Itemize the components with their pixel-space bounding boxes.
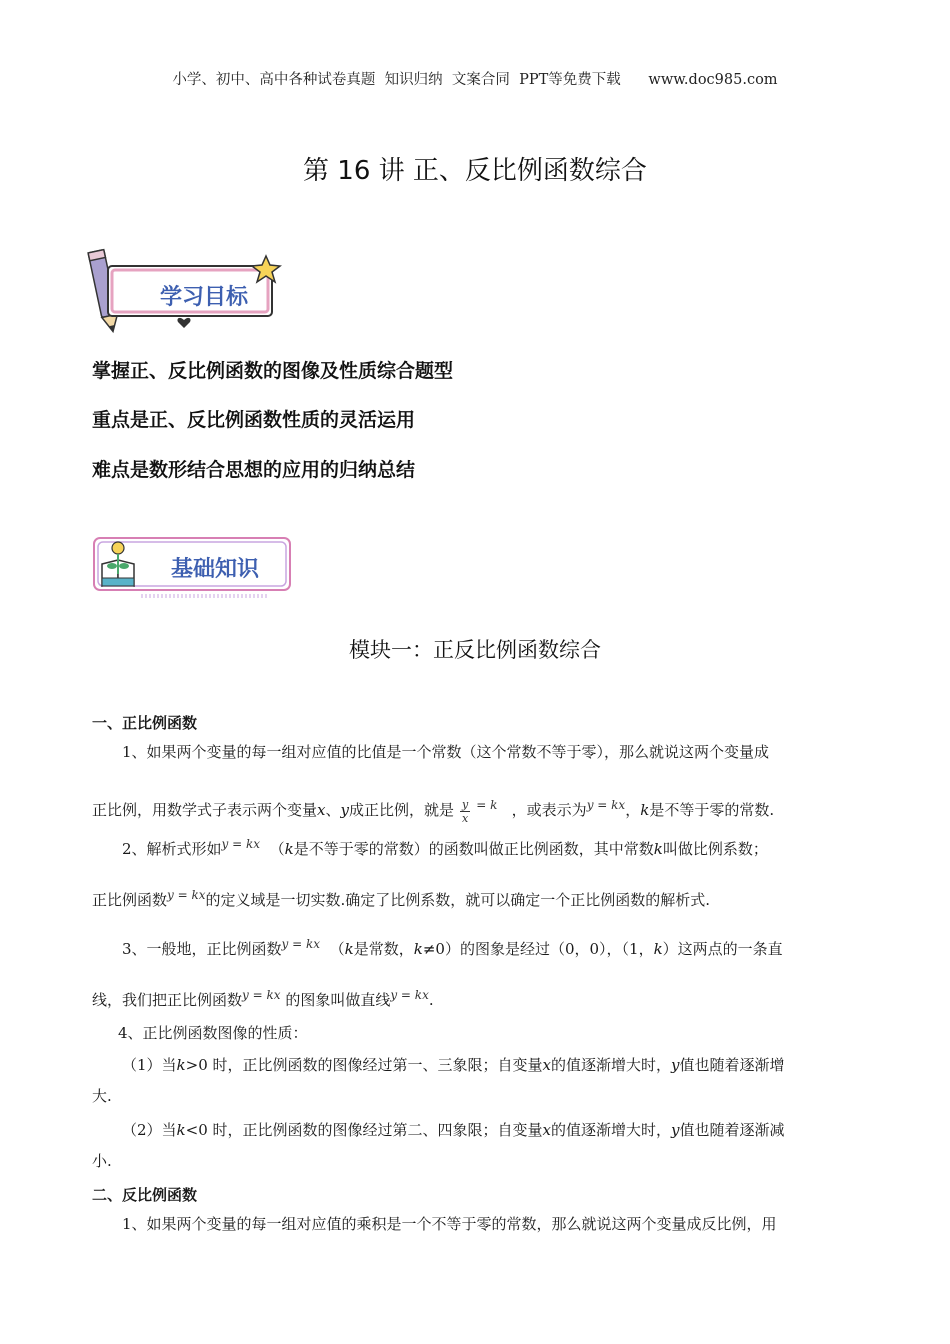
text: <0 时，正比例函数的图像经过第二、四象限；自变量 [185,1121,543,1139]
goal-item: 重点是正、反比例函数性质的灵活运用 [92,409,416,431]
section-heading: 一、正比例函数 [92,714,198,732]
text: 的图象叫做直线 [285,991,391,1009]
var-k: k [284,840,294,858]
module-title: 模块一：正反比例函数综合 [349,638,601,662]
paragraph [122,1054,785,1076]
var-y: y [671,1121,680,1139]
text: 值也随着逐渐减 [679,1121,785,1139]
frac-num: y [462,797,469,811]
paragraph [122,1119,785,1141]
text: ， [625,801,641,819]
text: 的值逐渐增大时， [551,1121,672,1139]
learning-goals-badge [86,244,286,334]
paragraph: 1、如果两个变量的每一组对应值的乘积是一个不等于零的常数，那么就说这两个变量成反比例，用 [122,1215,777,1233]
text: 值也随着逐渐增 [679,1056,785,1074]
text: ）这两点的一条直 [662,940,783,958]
text: ≠0）的图象是经过（0，0），（1， [422,940,654,958]
learning-goals-label: 学习目标 [159,285,248,310]
formula-y-kx: y = kx [221,837,261,851]
var-x: x [542,1056,551,1074]
text: 的定义域是一切实数.确定了比例系数，就可以确定一个正比例函数的解析式. [205,891,711,909]
paragraph: 大. [92,1087,112,1105]
text: （ [329,940,345,958]
paragraph: 1、如果两个变量的每一组对应值的比值是一个常数（这个常数不等于零），那么就说这两个变量成 [122,743,770,761]
text: 叫做比例系数； [662,840,768,858]
text: （2）当 [122,1121,177,1139]
fraction-y-over-x [460,798,470,825]
var-x: x [317,801,326,819]
paragraph [122,833,768,860]
paragraph [92,794,774,825]
var-k: k [413,940,423,958]
text: 是常数， [353,940,414,958]
page-header: 小学、初中、高中各种试卷真题 知识归纳 文案合同 PPT等免费下载 www.doc985.com [172,72,778,88]
paragraph [92,984,434,1011]
paragraph [92,884,710,911]
text: >0 时，正比例函数的图像经过第一、三象限；自变量 [185,1056,543,1074]
var-k: k [344,940,354,958]
text: 的值逐渐增大时， [551,1056,672,1074]
formula: = k [476,798,498,812]
formula-y-kx: y = kx [390,988,429,1002]
paragraph: 4、正比例函数图像的性质： [118,1024,308,1042]
basic-knowledge-label: 基础知识 [170,557,259,582]
var-k: k [653,940,663,958]
text: ，或表示为 [511,801,587,819]
frac-den: x [462,811,469,825]
section-heading: 二、反比例函数 [92,1186,198,1204]
text: （1）当 [122,1056,177,1074]
goal-item: 难点是数形结合思想的应用的归纳总结 [92,459,416,481]
text: 2、解析式形如 [122,840,222,858]
var-y: y [340,801,349,819]
var-k: k [653,840,663,858]
paragraph: 小. [92,1152,112,1170]
var-k: k [640,801,650,819]
formula-y-kx: y = kx [242,988,281,1002]
text: 是不等于零的常数. [649,801,775,819]
formula-y-kx: y = kx [281,937,321,951]
text: 、 [325,801,341,819]
formula-y-kx: y = kx [167,888,206,902]
page-title: 第 16 讲 正、反比例函数综合 [303,156,647,186]
text: 正比例函数 [92,891,168,909]
var-x: x [542,1121,551,1139]
basic-knowledge-badge [92,534,292,602]
text: . [428,991,434,1009]
text: 3、一般地，正比例函数 [122,940,282,958]
var-y: y [671,1056,680,1074]
text: 成正比例，就是 [348,801,454,819]
formula-y-kx: y = kx [586,798,626,812]
text: （ [269,840,285,858]
paragraph [122,933,783,960]
text: 是不等于零的常数）的函数叫做正比例函数，其中常数 [293,840,654,858]
var-k: k [176,1121,186,1139]
text: 正比例，用数学式子表示两个变量 [92,801,318,819]
text: 线，我们把正比例函数 [92,991,243,1009]
var-k: k [176,1056,186,1074]
goal-item: 掌握正、反比例函数的图像及性质综合题型 [92,360,454,382]
